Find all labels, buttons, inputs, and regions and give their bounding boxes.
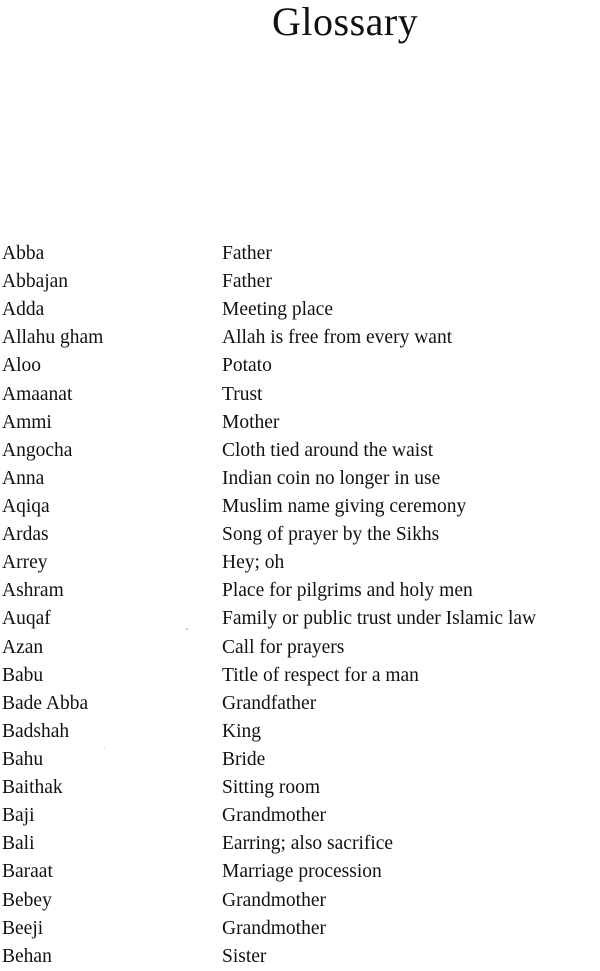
glossary-entry: [2, 577, 600, 605]
glossary-entry: [2, 915, 600, 943]
glossary-definition: Grandmother: [222, 889, 326, 911]
glossary-definition: Call for prayers: [222, 636, 345, 658]
glossary-term: Abbajan: [2, 271, 69, 293]
glossary-definition: Sister: [222, 945, 267, 967]
glossary-entry: [2, 662, 600, 690]
glossary-term: Ammi: [2, 411, 52, 433]
glossary-definition: Marriage procession: [222, 861, 382, 883]
glossary-term: Baithak: [2, 777, 63, 799]
glossary-entry: [2, 746, 600, 774]
page-title: Glossary: [272, 0, 419, 44]
glossary-entry: [2, 493, 600, 521]
glossary-definition: Father: [222, 243, 272, 264]
glossary-definition: Cloth tied around the waist: [222, 439, 434, 461]
glossary-term: Behan: [2, 945, 52, 967]
glossary-entry: [2, 634, 600, 662]
glossary-definition: Song of prayer by the Sikhs: [222, 524, 440, 546]
glossary-term: Anna: [2, 467, 45, 489]
glossary-definition: Earring; also sacrifice: [222, 833, 394, 855]
glossary-term: Adda: [2, 299, 45, 321]
glossary-definition: Father: [222, 271, 272, 293]
glossary-entry: [2, 437, 600, 465]
glossary-definition: Potato: [222, 355, 272, 377]
glossary-term: Aqiqa: [2, 495, 50, 517]
glossary-entry: [2, 465, 600, 493]
glossary-entry: [2, 774, 600, 802]
glossary-entry: [2, 830, 600, 858]
glossary-definition: Title of respect for a man: [222, 664, 419, 686]
glossary-definition: Place for pilgrims and holy men: [222, 580, 473, 602]
glossary-term: Ardas: [2, 524, 49, 546]
glossary-entry: [2, 943, 600, 971]
glossary-definition: King: [222, 720, 261, 742]
glossary-term: Azan: [2, 636, 44, 658]
glossary-entry: [2, 802, 600, 830]
glossary-term: Bade Abba: [2, 692, 89, 714]
glossary-term: Amaanat: [2, 383, 73, 405]
glossary-definition: Grandmother: [222, 917, 326, 939]
scan-speck: [186, 628, 188, 630]
glossary-list: [2, 240, 600, 971]
glossary-term: Aloo: [2, 355, 41, 377]
glossary-term: Babu: [2, 664, 44, 686]
glossary-entry: [2, 605, 600, 633]
glossary-entry: [2, 268, 600, 296]
glossary-entry: [2, 858, 600, 886]
glossary-term: Arrey: [2, 552, 48, 574]
glossary-term: Baraat: [2, 861, 53, 883]
glossary-entry: [2, 324, 600, 352]
glossary-term: Bahu: [2, 748, 44, 770]
glossary-definition: Sitting room: [222, 777, 321, 799]
glossary-term: Bali: [2, 833, 35, 855]
glossary-entry: [2, 690, 600, 718]
glossary-entry: [2, 240, 600, 268]
glossary-definition: Hey; oh: [222, 552, 285, 574]
glossary-term: Badshah: [2, 720, 70, 742]
glossary-term: Auqaf: [2, 608, 51, 630]
glossary-entry: [2, 296, 600, 324]
glossary-definition: Muslim name giving ceremony: [222, 495, 467, 517]
scan-speck: [104, 748, 105, 749]
glossary-entry: [2, 352, 600, 380]
glossary-entry: [2, 549, 600, 577]
glossary-definition: Trust: [222, 383, 263, 405]
glossary-definition: Grandmother: [222, 805, 326, 827]
glossary-entry: [2, 718, 600, 746]
glossary-term: Abba: [2, 243, 45, 264]
glossary-entry: [2, 887, 600, 915]
glossary-term: Baji: [2, 805, 35, 827]
glossary-definition: Family or public trust under Islamic law: [222, 608, 537, 630]
glossary-term: Beeji: [2, 917, 44, 939]
glossary-term: Allahu gham: [2, 327, 104, 349]
glossary-definition: Allah is free from every want: [222, 327, 453, 349]
glossary-entry: [2, 521, 600, 549]
glossary-definition: Grandfather: [222, 692, 317, 714]
glossary-definition: Mother: [222, 411, 280, 433]
glossary-definition: Meeting place: [222, 299, 333, 321]
glossary-definition: Bride: [222, 748, 266, 770]
glossary-entry: [2, 409, 600, 437]
glossary-term: Ashram: [2, 580, 64, 602]
glossary-entry: [2, 381, 600, 409]
glossary-definition: Indian coin no longer in use: [222, 467, 441, 489]
glossary-term: Angocha: [2, 439, 73, 461]
glossary-term: Bebey: [2, 889, 52, 911]
